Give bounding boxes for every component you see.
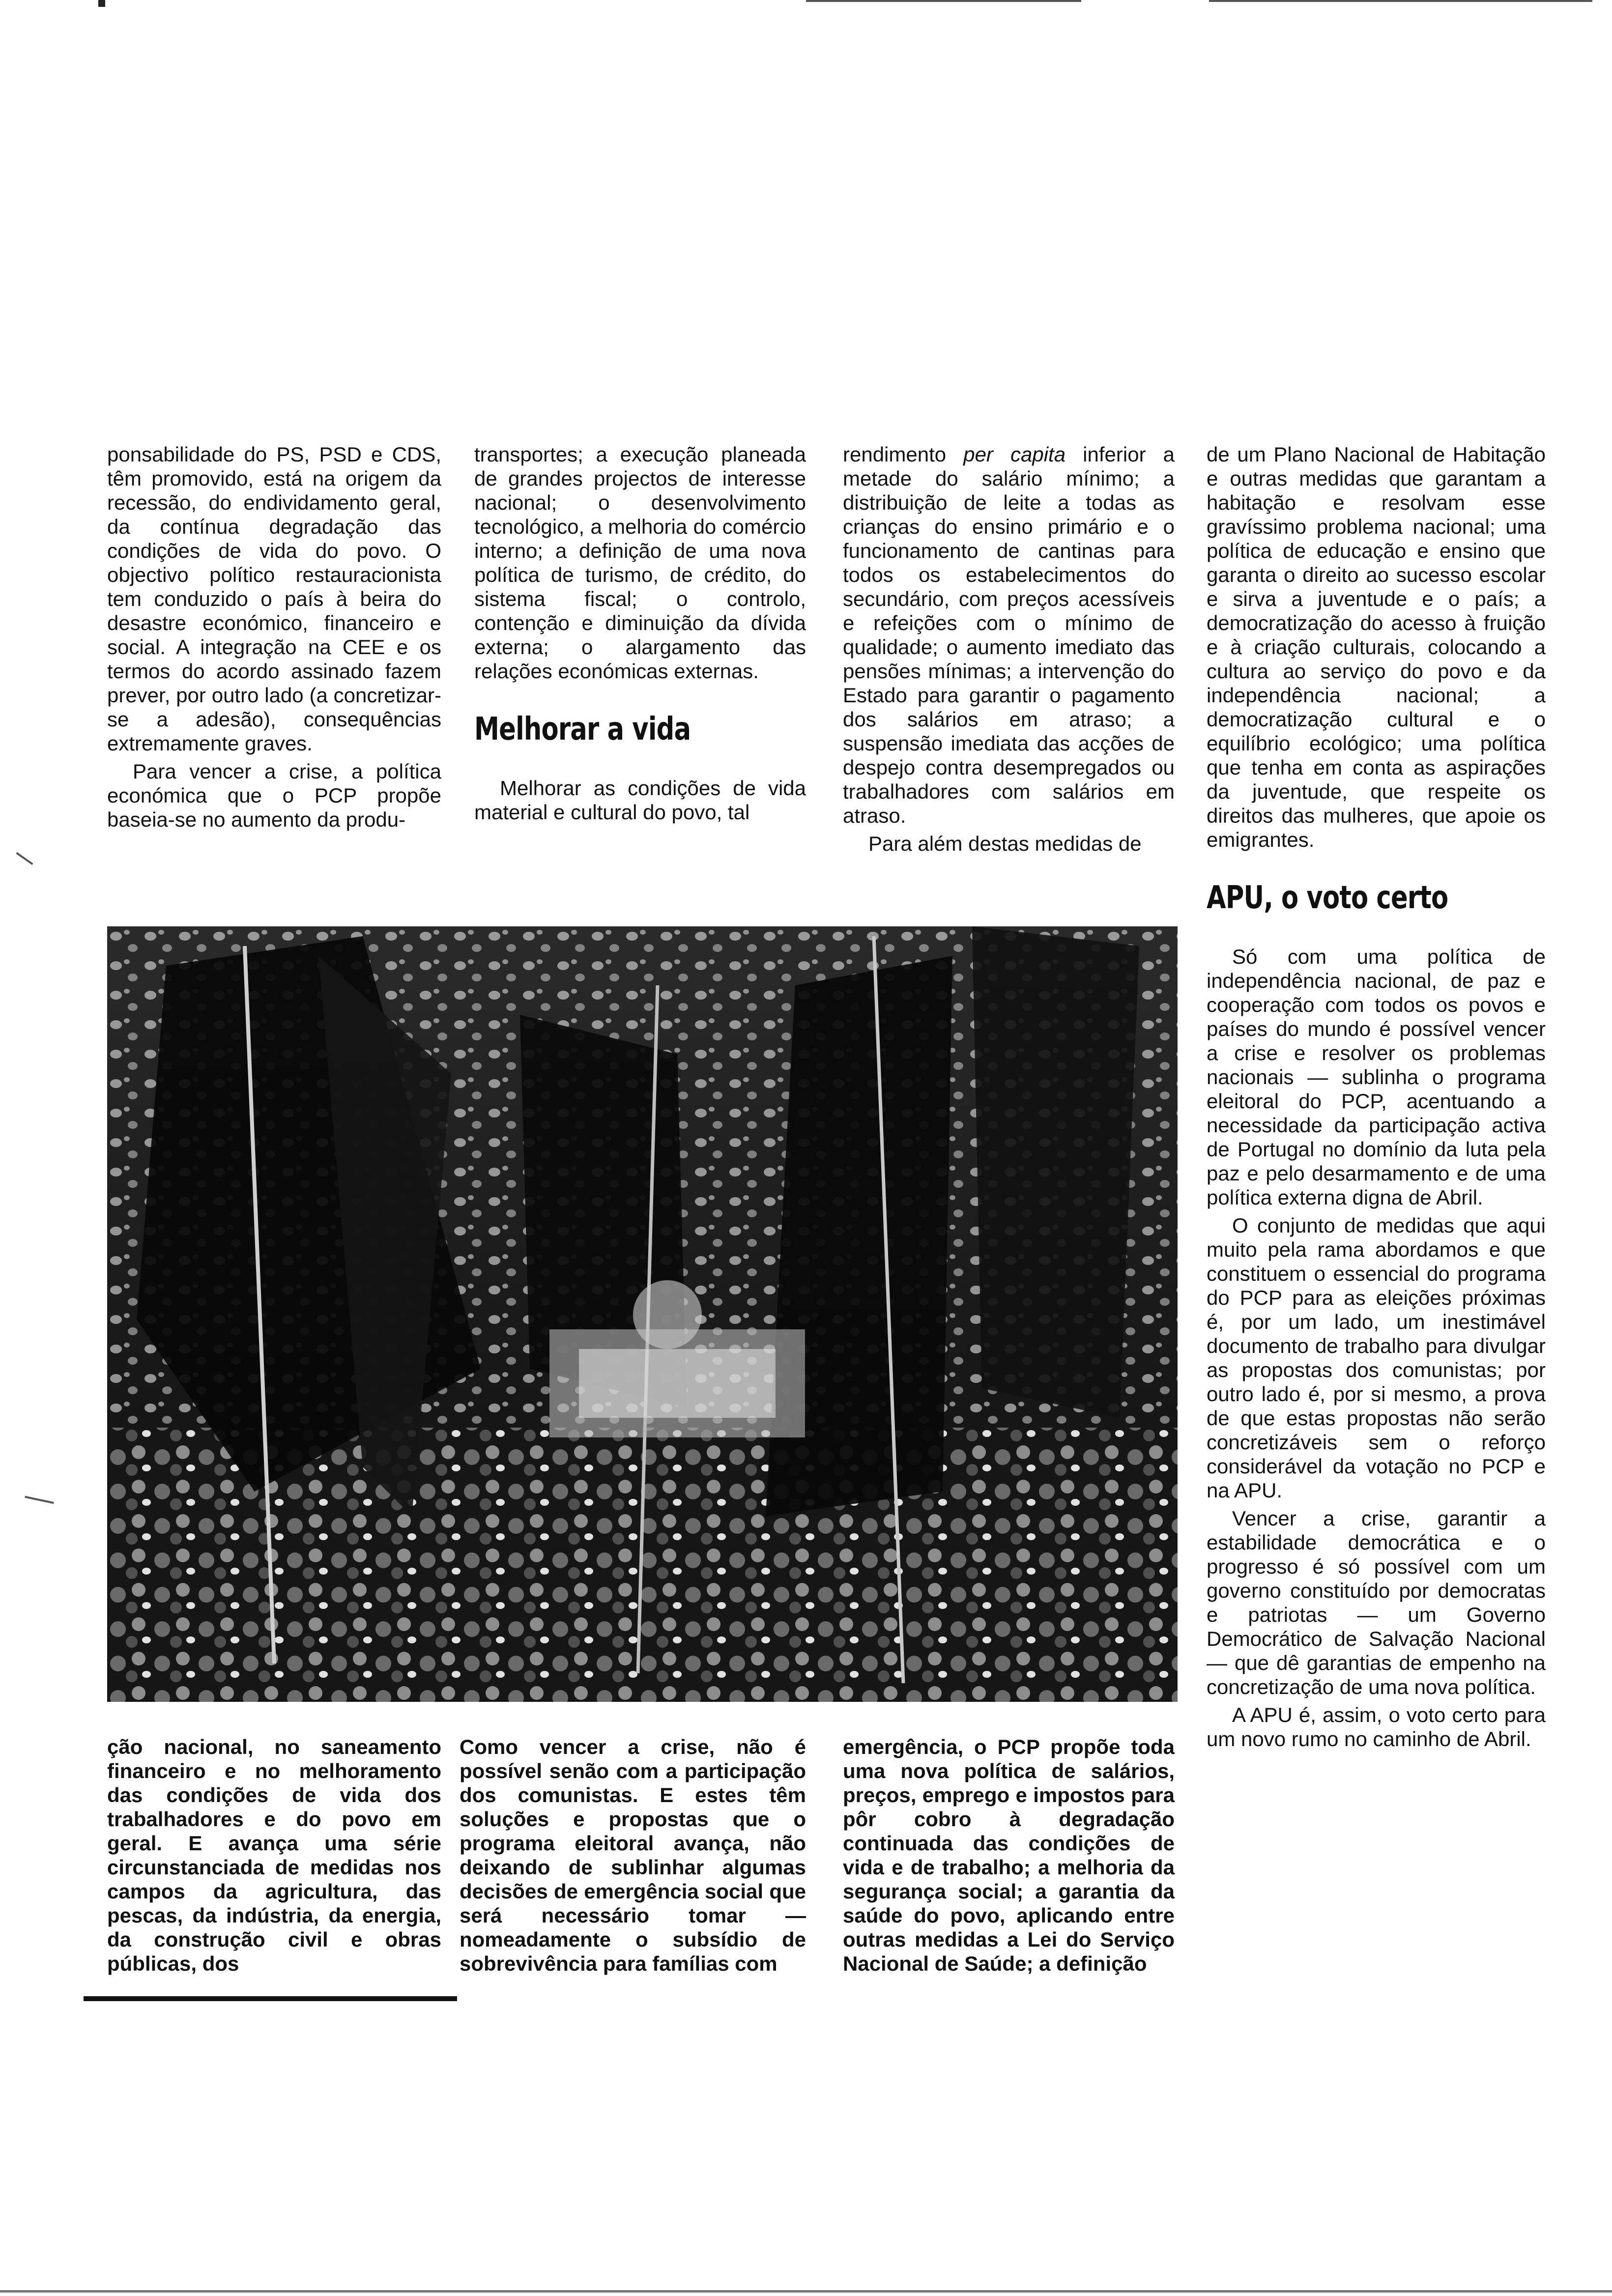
section-heading-melhorar-a-vida: Melhorar a vida xyxy=(474,711,691,747)
paragraph xyxy=(843,442,1175,828)
paragraph: A APU é, assim, o voto certo para um novo rumo no caminho de Abril. xyxy=(1207,1703,1546,1751)
column-end-rule xyxy=(84,1996,457,2001)
binding-mark xyxy=(25,1496,54,1504)
crowd-photo xyxy=(107,926,1178,1702)
paragraph: Vencer a crise, garantir a estabilidade democrática e o progresso é só possível com um governo constituído por democratas e patriotas — um Governo Democrático de Salvação Nacional — que dê garantias de empenho na concretização de uma nova política. xyxy=(1207,1507,1546,1698)
page-corner-mark xyxy=(98,0,105,7)
column-3-top xyxy=(843,442,1175,860)
scan-mark-top xyxy=(806,0,1081,2)
paragraph: Melhorar as condições de vida material e cultural do povo, tal xyxy=(474,776,806,824)
section-heading-apu-o-voto-certo: APU, o voto certo xyxy=(1207,880,1448,916)
column-2-top xyxy=(474,442,806,828)
paragraph: emergência, o PCP propõe toda uma nova política de salários, preços, emprego e impostos para pôr cobro à degradação continuada das condições de vida e de trabalho; a melhoria da segurança social; a garantia da saúde do povo, aplicando entre outras medidas a Lei do Serviço Nacional de Saúde; a definição xyxy=(843,1735,1175,1975)
scan-mark-bottom xyxy=(0,2290,1612,2293)
paragraph: ponsabilidade do PS, PSD e CDS, têm promovido, está na origem da recessão, do endividamento geral, da contínua degradação das condições de vida do povo. O objectivo político restauracionista tem conduzido o país à beira do desastre económico, financeiro e social. A integração na CEE e os termos do acordo assinado fazem prever, por outro lado (a concretizar-se a adesão), consequências extremamente graves. xyxy=(107,443,441,755)
paragraph: ção nacional, no saneamento financeiro e no melhoramento das condições de vida dos trabalhadores e do povo em geral. E avança uma série circunstanciada de medidas nos campos da agricultura, das pescas, da indústria, da energia, da construção civil e obras públicas, dos xyxy=(107,1735,441,1975)
column-1-top xyxy=(107,442,441,835)
column-1-bottom xyxy=(107,1735,441,1980)
paragraph: Só com uma política de independência nacional, de paz e cooperação com todos os povos e países do mundo é possível vencer a crise e resolver os problemas nacionais — sublinha o programa eleitoral do PCP, acentuando a necessidade da participação activa de Portugal no domínio da luta pela paz e pelo desarmamento e de uma política externa digna de Abril. xyxy=(1207,945,1546,1209)
column-3-bottom xyxy=(843,1735,1175,1980)
paragraph-body: metade do salário mínimo; a distribuição de leite a todas as crianças do ensino primário e o funcionamento de cantinas para todos os estabelecimentos do secundário, com preços acessíveis e refeições com o mínimo de qualidade; o aumento imediato das pensões mínimas; a intervenção do Estado para garantir o pagamento dos salários em atraso; a suspensão imediata das acções de despejo contra desempregados ou trabalhadores com salários em atraso. xyxy=(843,467,1175,827)
paragraph: Para além destas medidas de xyxy=(868,832,1142,855)
paragraph: Para vencer a crise, a política económica que o PCP propõe baseia-se no aumento da produ- xyxy=(107,760,441,831)
column-4 xyxy=(1207,442,1546,1755)
paragraph: transportes; a execução planeada de grandes projectos de interesse nacional; o desenvolvimento tecnológico, a melhoria do comércio interno; a definição de uma nova política de turismo, de crédito, do sistema fiscal; o controlo, contenção e diminuição da dívida externa; o alargamento das relações económicas externas. xyxy=(474,443,806,683)
lead-tail: inferior a xyxy=(1065,443,1175,466)
paragraph: Como vencer a crise, não é possível senão com a participação dos comunistas. E estes têm soluções e propostas que o programa eleitoral avança, não deixando de sublinhar algumas decisões de emergência social que será necessário tomar — nomeadamente o subsídio de sobrevivência para famílias com xyxy=(460,1735,806,1975)
lead-text: rendimento xyxy=(843,443,964,466)
scan-mark-top-right xyxy=(1209,0,1592,2)
crowd-photo-image xyxy=(107,926,1178,1702)
paragraph: de um Plano Nacional de Habitação e outras medidas que garantam a habitação e resolvam esse gravíssimo problema nacional; uma política de educação e ensino que garanta o direito ao sucesso escolar e sirva a juventude e o país; a democratização do acesso à fruição e à criação culturais, colocando a cultura ao serviço do povo e da independência nacional; a democratização cultural e o equilíbrio ecológico; uma política que tenha em conta as aspirações da juventude, que respeite os direitos das mulheres, que apoie os emigrantes. xyxy=(1207,443,1546,851)
paragraph: O conjunto de medidas que aqui muito pela rama abordamos e que constituem o essencial do programa do PCP para as eleições próximas é, por um lado, um inestimável documento de trabalho para divulgar as propostas dos comunistas; por outro lado é, por si mesmo, a prova de que estas propostas não serão concretizáveis sem o reforço considerável da votação no PCP e na APU. xyxy=(1207,1214,1546,1502)
binding-mark xyxy=(16,852,33,865)
italic-term: per capita xyxy=(963,443,1066,466)
column-2-bottom xyxy=(460,1735,806,1980)
